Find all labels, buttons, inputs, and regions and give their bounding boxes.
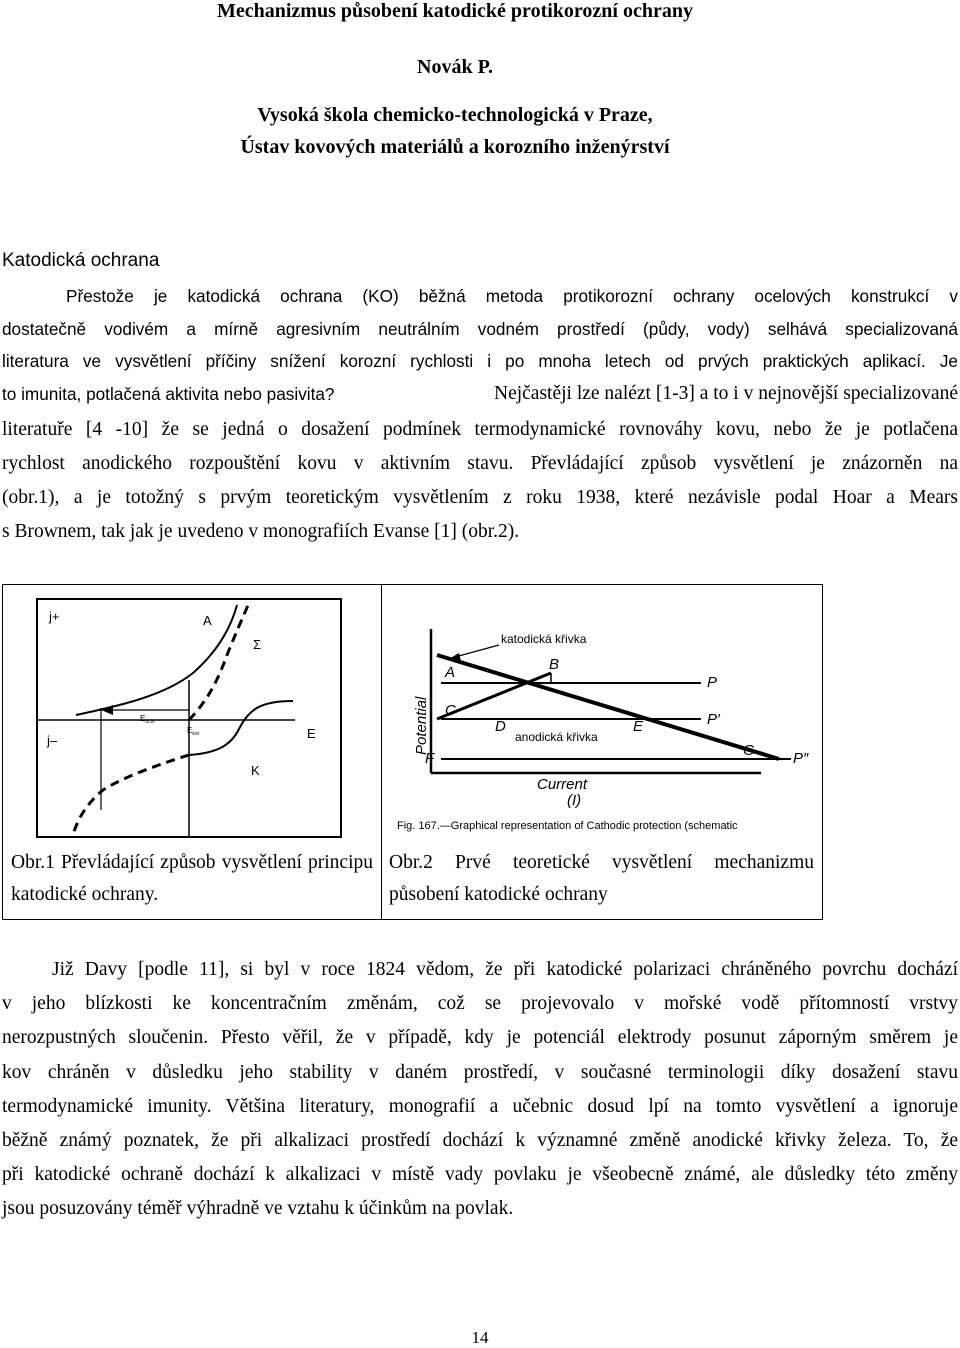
- sum-curve-lower: [73, 755, 189, 835]
- label-current: Current: [537, 776, 588, 793]
- paragraph-1: [2, 280, 958, 410]
- label-point-E: E: [633, 718, 644, 735]
- paragraph-1-line-7: (obr.1), a je totožný s prvým teoretickým vysvětlením z roku 1938, které nezávisle podal Hoar a Mears: [2, 487, 958, 508]
- affiliation-line-2: Ústav kovových materiálů a korozního inženýrství: [240, 136, 670, 158]
- label-e-ochr: $E_{ochr}$: [140, 714, 156, 725]
- paragraph-1-line-4-part-b: Nejčastěji lze nalézt [1-3] a to i v nejnovější specializované: [493, 382, 958, 404]
- paper-title: Mechanizmus působení katodické protikorozní ochrany: [217, 0, 693, 22]
- figure-2-cell: [381, 585, 822, 919]
- paragraph-1-continued: [2, 413, 958, 549]
- label-sigma: Σ: [253, 637, 262, 652]
- figure-2-diagram: [381, 585, 821, 847]
- label-point-P2: P″: [793, 750, 809, 767]
- paragraph-2: [2, 953, 958, 1227]
- anodic-curve: [76, 605, 237, 715]
- label-E: E: [307, 726, 316, 741]
- paragraph-2-line-4: kov chráněn v důsledku jeho stability v daném prostředí, v současné terminologii díky dosažení stavu: [2, 1061, 958, 1083]
- page-number: 14: [471, 1328, 489, 1347]
- polarization-arrow-head: [101, 705, 113, 715]
- paragraph-1-line-8: s Brownem, tak jak je uvedeno v monografiích Evanse [1] (obr.2).: [2, 521, 520, 542]
- paragraph-2-line-2: v jeho blízkosti ke koncentračním změnám, což se projevovalo v mořské vodě přítomností vrstvy: [2, 993, 958, 1015]
- paragraph-2-line-1: Již Davy [podle 11], si byl v roce 1824 vědom, že při katodické polarizaci chráněného povrchu dochází: [52, 959, 958, 980]
- label-point-C: C: [445, 702, 456, 719]
- label-anodic-curve: anodická křivka: [515, 730, 598, 744]
- paragraph-1-line-5: literatuře [4 -10] že se jedná o dosažení podmínek termodynamické rovnováhy kovu, nebo že je potlačena: [2, 419, 958, 440]
- label-j-plus: j+: [49, 609, 60, 624]
- label-point-B: B: [549, 656, 560, 673]
- paragraph-1-line-3: literatura ve vysvětlení příčiny snížení korozní rychlosti i po mnoha letech od prvých praktických aplikací. Je: [2, 351, 958, 371]
- affiliation-line-1: Vysoká škola chemicko-technologická v Praze,: [257, 104, 653, 126]
- author: Novák P.: [417, 56, 493, 78]
- paragraph-2-line-8: jsou posuzovány téměř výhradně ve vztahu k účinkům na povlak.: [2, 1198, 514, 1220]
- label-point-G: G: [743, 742, 755, 759]
- label-j-minus: j–: [47, 733, 58, 748]
- paragraph-2-line-7: při katodické ochraně dochází k alkalizaci v místě vady povlaku je všeobecně známé, ale důsledky této změny: [2, 1164, 958, 1186]
- paragraph-1-line-2: dostatečně vodivém a mírně agresivním neutrálním vodném prostředí (půdy, vody) selhává specializovaná: [2, 318, 958, 339]
- figure-1-caption: [11, 847, 373, 911]
- label-point-D: D: [495, 718, 506, 735]
- paragraph-2-line-5: termodynamické imunity. Většina literatury, monografií a učebnic dosud lpí na tomto vysvětlení a ignoruje: [2, 1095, 958, 1117]
- label-point-P: P: [707, 674, 718, 691]
- label-fig-167-caption: Fig. 167.—Graphical representation of Cathodic protection (schematic: [397, 820, 738, 832]
- sum-curve-upper: [189, 603, 249, 720]
- cathodic-line: [437, 655, 779, 759]
- section-heading: Katodická ochrana: [2, 250, 160, 271]
- paragraph-1-line-6: rychlost anodického rozpouštění kovu v aktivním stavu. Převládající způsob vysvětlení je znázorněn na: [2, 453, 958, 474]
- label-current-symbol: (I): [567, 792, 582, 809]
- cathodic-curve: [189, 701, 293, 755]
- label-point-A: A: [445, 664, 456, 681]
- label-point-F: F: [425, 750, 435, 767]
- figures-table: [2, 584, 823, 920]
- figure-1-diagram: [3, 585, 381, 847]
- cathodic-label-pointer: [455, 645, 499, 657]
- paragraph-2-line-6: běžně známý poznatek, že při alkalizaci prostředí dochází k významné změně anodické křivky železa. To, že: [2, 1130, 958, 1152]
- label-potential: Potential: [413, 696, 430, 755]
- figure-2-caption: [389, 847, 814, 911]
- label-e-kor: $E_{kor}$: [187, 726, 200, 737]
- paragraph-1-line-1: Přestože je katodická ochrana (KO) běžná metoda protikorozní ochrany ocelových konstrukcí v: [66, 286, 958, 306]
- label-point-P1: P′: [707, 711, 720, 728]
- figure-1-cell: [3, 585, 382, 919]
- label-A: A: [203, 613, 212, 628]
- paragraph-1-line-4: [2, 378, 958, 411]
- label-cathodic-curve: katodická křivka: [501, 632, 587, 646]
- figure-1-caption-text: Obr.1 Převládající způsob vysvětlení principu katodické ochrany.: [11, 852, 373, 905]
- paragraph-1-line-4-part-a: to imunita, potlačená aktivita nebo pasivita?: [2, 383, 335, 404]
- paragraph-2-line-3: nerozpustných sloučenin. Přesto věřil, že v případě, kdy je potenciál elektrody posunut záporným směrem je: [2, 1027, 958, 1049]
- label-K: K: [251, 763, 260, 778]
- figure-2-caption-text: Obr.2 Prvé teoretické vysvětlení mechanizmu působení katodické ochrany: [389, 852, 814, 905]
